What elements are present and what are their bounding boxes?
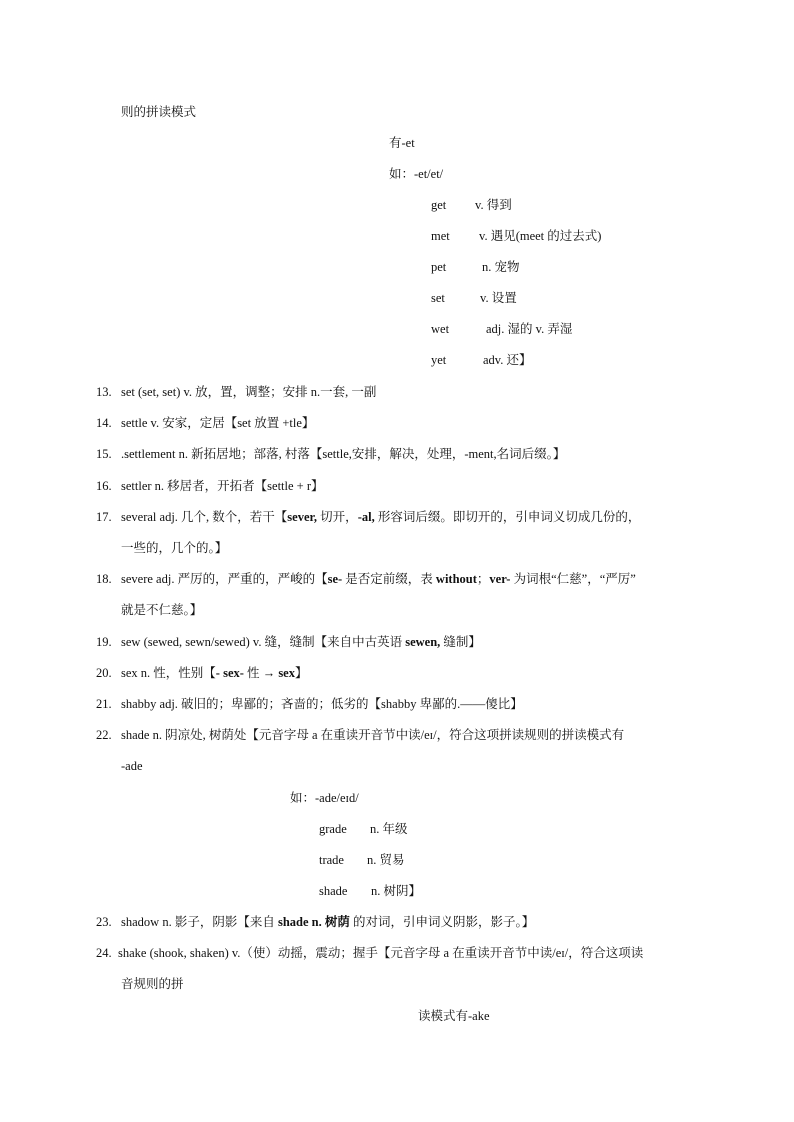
entry-text-part: several adj. 几个, 数个，若干【 <box>121 510 288 524</box>
entry-text: shabby adj. 破旧的；卑鄙的；吝啬的；低劣的【shabby 卑鄙的.——傻比】 <box>121 697 523 711</box>
entry-text-part: ； <box>476 572 490 586</box>
entry-bold-term: -al, <box>357 510 375 524</box>
example-word: set <box>431 291 445 305</box>
example-definition: v. 设置 <box>480 291 517 305</box>
vocab-entry-21 <box>96 696 523 712</box>
entry-number: 20. <box>96 666 112 680</box>
example-row <box>431 259 520 275</box>
entry-number: 21. <box>96 697 112 711</box>
entry-text-part: sex n. 性，性别【 <box>121 666 216 680</box>
entry-number: 14. <box>96 416 112 430</box>
vocab-entry-13 <box>96 384 376 400</box>
entry-bold-term: sewen, <box>405 635 441 649</box>
entry-text: settle v. 安家，定居【set 放置 +tle】 <box>121 416 315 430</box>
entry-text-part: 切开， <box>317 510 358 524</box>
entry-text: shake (shook, shaken) v.（使）动摇，震动；握手【元音字母 a 在重读开音节中读/eɪ/，符合这项读 <box>118 946 644 960</box>
entry-text-part: shadow n. 影子，阴影【来自 <box>121 915 278 929</box>
text-line-example-intro: 如：-et/et/ <box>389 167 444 181</box>
entry-text-part: 性 <box>247 666 263 680</box>
entry-text-part: 是否定前缀，表 <box>342 572 436 586</box>
vocab-entry-20 <box>96 665 308 681</box>
example-definition: n. 贸易 <box>367 853 405 867</box>
entry-text-part: severe adj. 严厉的，严重的，严峻的【 <box>121 572 328 586</box>
entry-number: 17. <box>96 510 112 524</box>
example-word: trade <box>319 853 344 867</box>
entry-continuation: 就是不仁慈。】 <box>121 603 203 617</box>
vocab-entry-15 <box>96 446 565 462</box>
entry-bold-term: sever, <box>287 510 318 524</box>
example-definition: n. 树阴】 <box>371 884 422 898</box>
vocab-entry-24 <box>96 945 643 961</box>
example-row <box>431 321 572 337</box>
vocab-entry-23 <box>96 914 534 930</box>
example-word: pet <box>431 260 447 274</box>
example-word: get <box>431 198 447 212</box>
example-definition: adv. 还】 <box>483 353 532 367</box>
example-row <box>431 352 532 368</box>
example-row <box>319 883 421 899</box>
entry-continuation: -ade <box>121 759 143 773</box>
example-word: grade <box>319 822 347 836</box>
entry-text-part: 的对词，引申词义阴影，影子。】 <box>349 915 535 929</box>
example-word: wet <box>431 322 450 336</box>
entry-bold-term: se- <box>327 572 343 586</box>
entry-bold-term: shade n. 树荫 <box>277 915 350 929</box>
vocab-entry-16 <box>96 478 324 494</box>
example-definition: v. 遇见(meet 的过去式) <box>479 229 602 243</box>
example-row <box>431 197 512 213</box>
example-row <box>431 290 517 306</box>
entry-continuation: 一些的，几个的。】 <box>121 541 228 555</box>
example-definition: n. 宠物 <box>482 260 520 274</box>
example-word: met <box>431 229 450 243</box>
entry-text: set (set, set) v. 放，置，调整；安排 n.一套, 一副 <box>121 385 377 399</box>
entry-number: 16. <box>96 479 112 493</box>
entry-number: 19. <box>96 635 112 649</box>
example-row <box>319 821 408 837</box>
entry-text: .settlement n. 新拓居地；部落, 村落【settle,安排，解决，处理，-ment,名词后缀。】 <box>121 447 566 461</box>
entry-text-part: sew (sewed, sewn/sewed) v. 缝，缝制【来自中古英语 <box>121 635 406 649</box>
entry-text-part: 形容词后缀。即切开的，引申词义切成几份的， <box>374 510 641 524</box>
entry-text-part: 为词根“仁慈”，“严厉” <box>510 572 636 586</box>
entry-bold-term: without <box>435 572 477 586</box>
example-row <box>431 228 601 244</box>
entry-number: 13. <box>96 385 112 399</box>
example-definition: v. 得到 <box>475 198 512 212</box>
entry-number: 24. <box>96 946 112 960</box>
vocab-entry-19 <box>96 634 481 650</box>
vocab-entry-22 <box>96 727 624 743</box>
entry-continuation: 音规则的拼 <box>121 977 184 991</box>
vocab-entry-14 <box>96 415 314 431</box>
text-line-rule-continuation: 则的拼读模式 <box>121 105 197 119</box>
vocab-entry-18 <box>96 571 636 587</box>
example-definition: adj. 湿的 v. 弄湿 <box>486 322 573 336</box>
entry-number: 22. <box>96 728 112 742</box>
entry-bold-term: ver- <box>489 572 511 586</box>
entry-text-part: 】 <box>294 666 308 680</box>
example-definition: n. 年级 <box>370 822 408 836</box>
entry-text: shade n. 阴凉处, 树荫处【元音字母 a 在重读开音节中读/eɪ/，符合这项拼读规则的拼读模式有 <box>121 728 625 742</box>
entry-number: 15. <box>96 447 112 461</box>
example-word: shade <box>319 884 348 898</box>
text-line-pattern: 有-et <box>389 136 415 150</box>
entry-bold-term: → sex <box>262 666 295 680</box>
example-word: yet <box>431 353 447 367</box>
entry-number: 18. <box>96 572 112 586</box>
text-line-pattern: 读模式有-ake <box>418 1009 490 1023</box>
entry-number: 23. <box>96 915 112 929</box>
entry-text-part: 缝制】 <box>440 635 481 649</box>
example-row <box>319 852 405 868</box>
vocab-entry-17 <box>96 509 640 525</box>
text-line-example-intro: 如：-ade/eɪd/ <box>290 791 359 805</box>
entry-text: settler n. 移居者，开拓者【settle + r】 <box>121 479 324 493</box>
entry-bold-term: - sex- <box>215 666 248 680</box>
